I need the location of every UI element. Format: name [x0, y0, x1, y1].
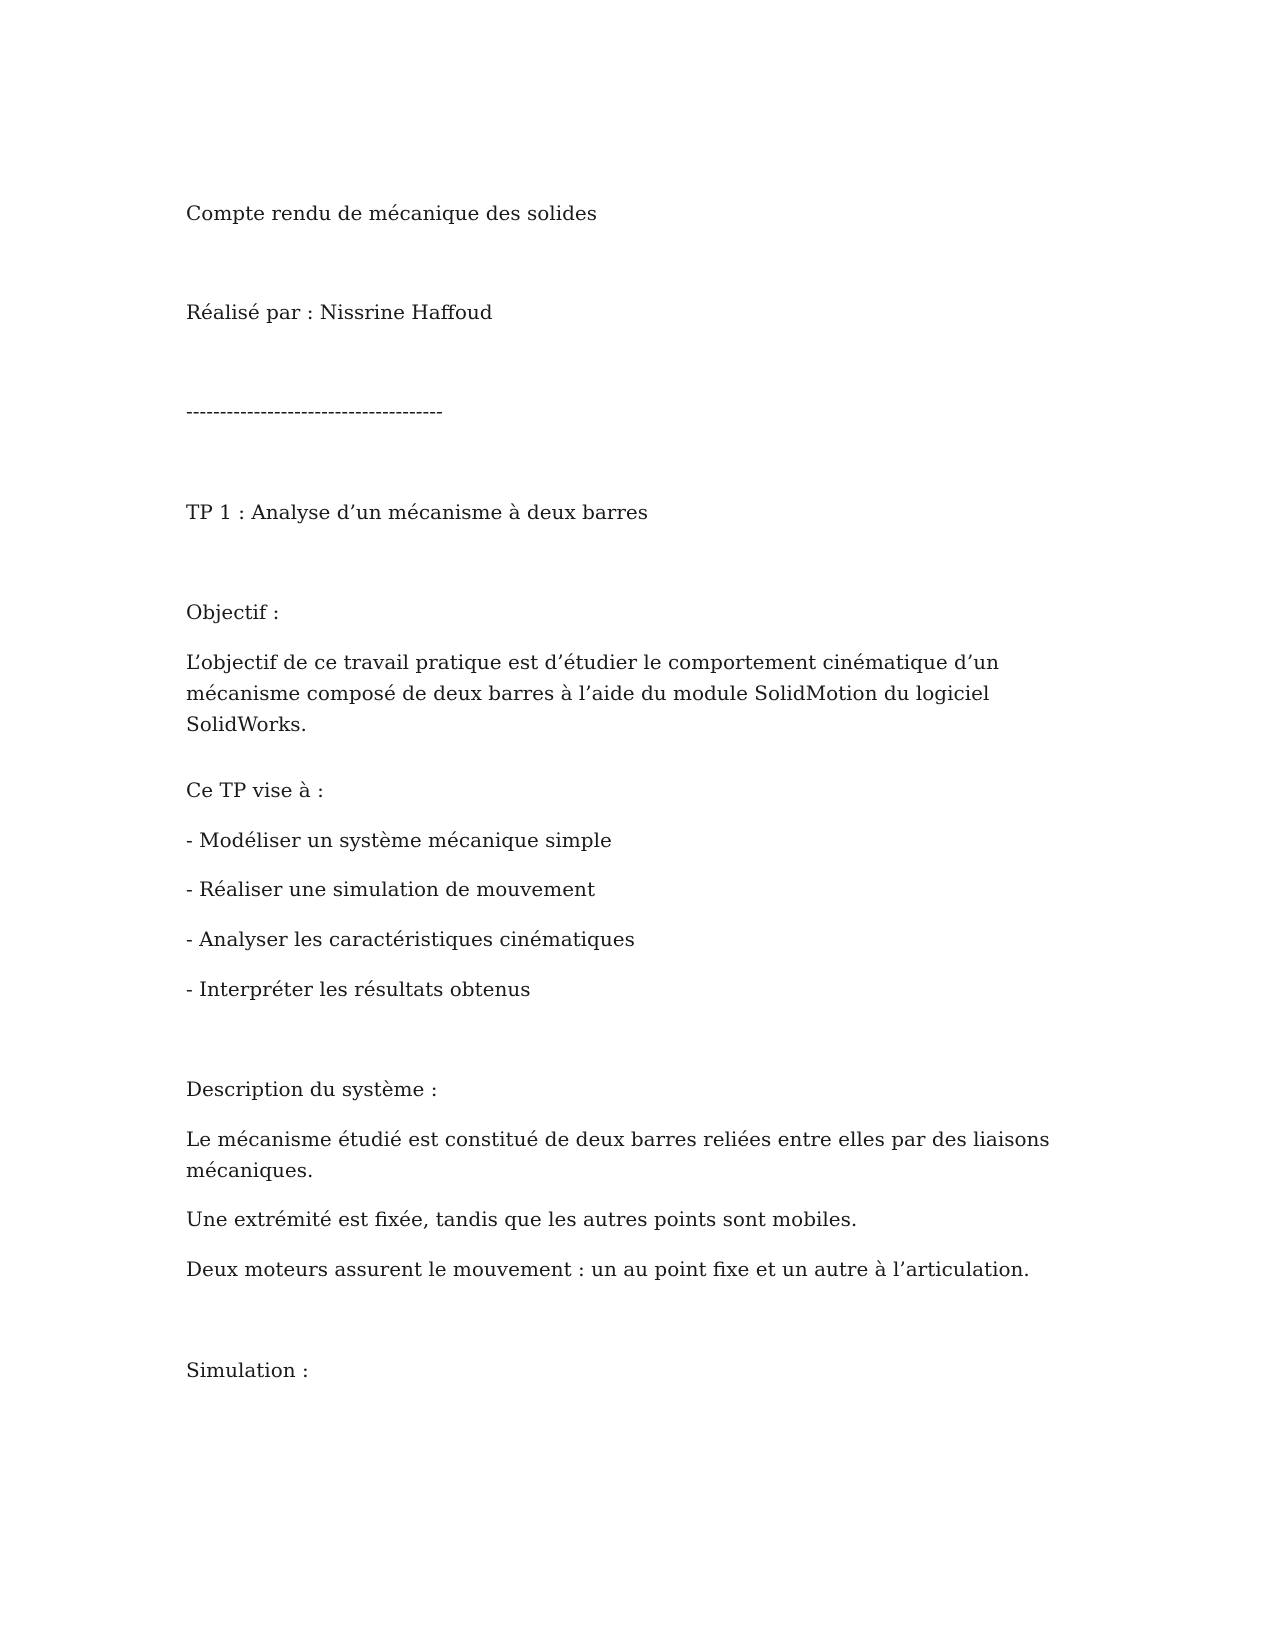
separator-line: --------------------------------------: [186, 399, 443, 423]
objective-heading: Objectif :: [186, 600, 280, 624]
system-paragraph-2: Une extrémité est fixée, tandis que les autres points sont mobiles.: [186, 1207, 858, 1231]
simulation-heading: Simulation :: [186, 1358, 309, 1382]
document-title: Compte rendu de mécanique des solides: [186, 201, 597, 225]
objective-paragraph: L’objectif de ce travail pratique est d’étudier le comportement cinématique d’un mécanisme composé de deux barres à l’aide du module SolidMotion du logiciel SolidWorks.: [186, 650, 999, 736]
tp-heading: TP 1 : Analyse d’un mécanisme à deux barres: [186, 500, 649, 524]
aim-item-2: - Réaliser une simulation de mouvement: [186, 877, 595, 901]
aim-item-4: - Interpréter les résultats obtenus: [186, 977, 531, 1001]
aim-item-3: - Analyser les caractéristiques cinématiques: [186, 927, 635, 951]
author-line: Réalisé par : Nissrine Haffoud: [186, 300, 493, 324]
system-heading: Description du système :: [186, 1077, 438, 1101]
aims-heading: Ce TP vise à :: [186, 778, 324, 802]
system-paragraph-3: Deux moteurs assurent le mouvement : un au point fixe et un autre à l’articulation.: [186, 1257, 1030, 1281]
aim-item-1: - Modéliser un système mécanique simple: [186, 828, 612, 852]
system-paragraph-1: Le mécanisme étudié est constitué de deux barres reliées entre elles par des liaisons mécaniques.: [186, 1127, 1050, 1182]
